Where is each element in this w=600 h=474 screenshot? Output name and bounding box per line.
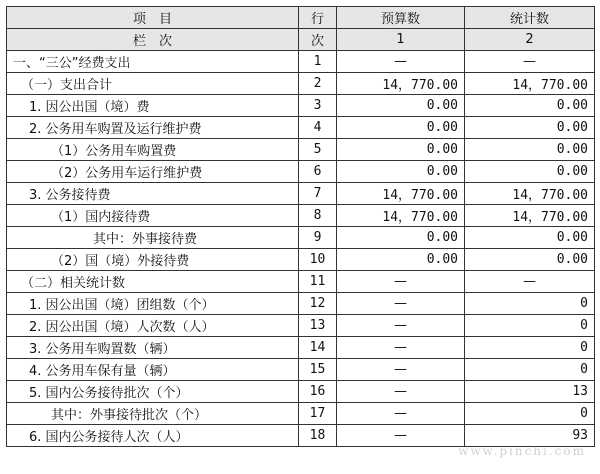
row-label: 其中：外事接待费 [7, 227, 299, 249]
row-line-no: 5 [299, 139, 337, 161]
row-line-no: 15 [299, 359, 337, 381]
row-label: （二）相关统计数 [7, 271, 299, 293]
row-budget: 0.00 [337, 161, 465, 183]
row-line-no: 10 [299, 249, 337, 271]
table-row [7, 51, 595, 73]
row-label: （1）国内接待费 [7, 205, 299, 227]
row-stat: 14，770.00 [465, 205, 595, 227]
header-column-label: 栏 次 [7, 29, 299, 51]
header-stat: 统计数 [465, 7, 595, 29]
row-line-no: 14 [299, 337, 337, 359]
row-stat: 0.00 [465, 161, 595, 183]
row-label: 6. 国内公务接待人次（人） [7, 425, 299, 447]
row-label: （一）支出合计 [7, 73, 299, 95]
table-row [7, 117, 595, 139]
row-line-no: 8 [299, 205, 337, 227]
table-row [7, 425, 595, 447]
row-stat: — [465, 271, 595, 293]
row-label: 2. 公务用车购置及运行维护费 [7, 117, 299, 139]
row-label: （1）公务用车购置费 [7, 139, 299, 161]
row-line-no: 13 [299, 315, 337, 337]
row-stat: 0.00 [465, 117, 595, 139]
row-label: （2）公务用车运行维护费 [7, 161, 299, 183]
row-budget: — [337, 315, 465, 337]
header-budget-col-no: 1 [337, 29, 465, 51]
header-line-no: 行 [299, 7, 337, 29]
row-budget: — [337, 425, 465, 447]
watermark: www.pinchi.com [458, 444, 586, 458]
table-row [7, 249, 595, 271]
row-budget: — [337, 337, 465, 359]
row-stat: 0 [465, 293, 595, 315]
row-line-no: 2 [299, 73, 337, 95]
row-label: 3. 公务接待费 [7, 183, 299, 205]
row-budget: 0.00 [337, 95, 465, 117]
table-row [7, 161, 595, 183]
header-item: 项 目 [7, 7, 299, 29]
table-row [7, 381, 595, 403]
row-label: 1. 因公出国（境）费 [7, 95, 299, 117]
row-line-no: 1 [299, 51, 337, 73]
row-line-no: 18 [299, 425, 337, 447]
table-row [7, 403, 595, 425]
row-budget: 0.00 [337, 249, 465, 271]
row-label: 其中：外事接待批次（个） [7, 403, 299, 425]
row-line-no: 17 [299, 403, 337, 425]
row-stat: 0.00 [465, 227, 595, 249]
row-label: 3. 公务用车购置数（辆） [7, 337, 299, 359]
table-row [7, 359, 595, 381]
table-row [7, 205, 595, 227]
row-budget: — [337, 271, 465, 293]
row-budget: — [337, 51, 465, 73]
row-budget: — [337, 381, 465, 403]
header-row-2 [7, 29, 595, 51]
header-budget: 预算数 [337, 7, 465, 29]
row-line-no: 16 [299, 381, 337, 403]
row-line-no: 6 [299, 161, 337, 183]
row-stat: — [465, 51, 595, 73]
row-line-no: 11 [299, 271, 337, 293]
row-label: 一、“三公”经费支出 [7, 51, 299, 73]
row-line-no: 12 [299, 293, 337, 315]
row-stat: 0 [465, 337, 595, 359]
row-label: 2. 因公出国（境）人次数（人） [7, 315, 299, 337]
row-budget: 14，770.00 [337, 183, 465, 205]
row-line-no: 7 [299, 183, 337, 205]
table-row [7, 337, 595, 359]
row-stat: 93 [465, 425, 595, 447]
header-line-no-2: 次 [299, 29, 337, 51]
table-row [7, 139, 595, 161]
row-line-no: 3 [299, 95, 337, 117]
row-line-no: 9 [299, 227, 337, 249]
row-budget: 0.00 [337, 227, 465, 249]
row-stat: 0.00 [465, 95, 595, 117]
table-row [7, 73, 595, 95]
row-stat: 0 [465, 315, 595, 337]
row-line-no: 4 [299, 117, 337, 139]
table-row [7, 293, 595, 315]
row-label: 4. 公务用车保有量（辆） [7, 359, 299, 381]
row-stat: 0 [465, 403, 595, 425]
row-budget: 0.00 [337, 117, 465, 139]
table-row [7, 183, 595, 205]
table-row [7, 315, 595, 337]
row-budget: 14，770.00 [337, 73, 465, 95]
row-stat: 0 [465, 359, 595, 381]
row-budget: 14，770.00 [337, 205, 465, 227]
row-budget: — [337, 293, 465, 315]
header-stat-col-no: 2 [465, 29, 595, 51]
row-stat: 14，770.00 [465, 183, 595, 205]
row-label: 5. 国内公务接待批次（个） [7, 381, 299, 403]
header-row-1 [7, 7, 595, 29]
row-stat: 0.00 [465, 249, 595, 271]
row-stat: 0.00 [465, 139, 595, 161]
row-stat: 13 [465, 381, 595, 403]
row-label: 1. 因公出国（境）团组数（个） [7, 293, 299, 315]
row-budget: 0.00 [337, 139, 465, 161]
row-stat: 14，770.00 [465, 73, 595, 95]
row-label: （2）国（境）外接待费 [7, 249, 299, 271]
table-row [7, 227, 595, 249]
row-budget: — [337, 403, 465, 425]
row-budget: — [337, 359, 465, 381]
table-row [7, 271, 595, 293]
table-row [7, 95, 595, 117]
expense-table [6, 6, 595, 447]
